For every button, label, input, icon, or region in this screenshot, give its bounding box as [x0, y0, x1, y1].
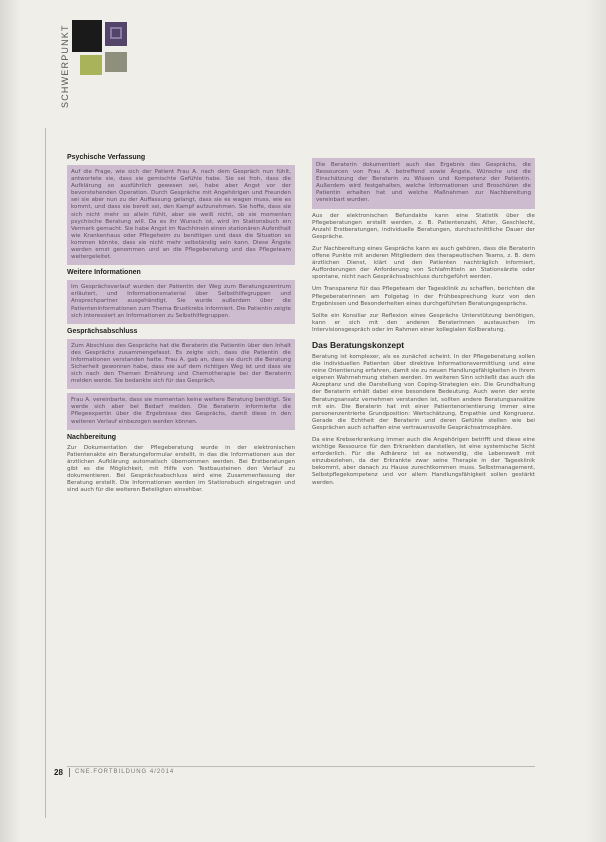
logo-olive-square	[105, 52, 127, 72]
heading-nachbereitung: Nachbereitung	[67, 433, 117, 441]
body-paragraph: Zur Nachbereitung eines Gesprächs kann es auch gehören, dass die Beraterin offene Punkte mit anderen Mitgliedern des therapeutischen Teams, z. B. dem ärztlichen Dienst, klärt und den Patienten nachträglich informiert, Aufforderungen der Anforderung von Schlafmitteln an Stationsärzte oder spontane, nicht nach Gesprächsabschluss durchgeführt werden.	[312, 245, 535, 281]
box-text: Auf die Frage, wie sich der Patient Frau A. nach dem Gespräch nun fühlt, antwortete sie, dass sie gemischte Gefühle habe. Sie sei froh, dass die Aufklärung so ausführlich gewesen sei, habe aber Angst vor der bevorstehenden Operation. Durch Gespräche mit Angehörigen und Freunden sei sie aber nun zu der Auffassung gelangt, dass sie es wagen muss, wie es kommt, und dass sie bereit sei, den Kampf aufzunehmen. Sie hoffe, dass sie sich nicht mehr so allein fühlt, aber sie weiß nicht, ob sie momentan psychische Beratung will. Da es ihr Wunsch ist, wird im Stationsbuch ein Vermerk gemacht. Sie habe Angst im Nachhinein einen stationären Aufenthalt wie Krankenhaus oder Pflegeheim zu benötigen und dass die Situation so kommen könnte, dass sie nicht mehr selbständig sein kann. Diese Ängste werden ernst genommen und an die Pflegeberatung und das Pflegeteam weitergeleitet.	[71, 169, 291, 261]
box-text: Die Beraterin dokumentiert auch das Ergebnis des Gesprächs, die Ressourcen von Frau A. betreffend sowie Ängste, Wünsche und die Einschätzung der Beraterin zu Wissen und Kompetenz der Patientin. Außerdem wird festgehalten, welche Informationen und Broschüren die Patientin erhalten hat und welche Maßnahmen zur Nachbereitung vereinbart wurden.	[316, 162, 531, 204]
heading-weitere-informationen: Weitere Informationen	[67, 269, 141, 277]
logo-square-icon	[110, 27, 122, 39]
footer-rule	[67, 766, 535, 767]
box-text: Zum Abschluss des Gesprächs hat die Beraterin die Patientin über den Inhalt des Gesprächs zusammengefasst. Es zeigte sich, dass die Patientin die Informationen verstanden hatte. Frau A. gab an, dass sie durch die Beratung Sicherheit gewonnen habe, dass sie auf dem richtigen Weg ist und dass sie sich nach den Themen Ernährung und Chemotherapie bei der Beraterin melden werde. Sie bedankte sich für das Gespräch.	[71, 342, 291, 385]
box-text: Im Gesprächsverlauf wurden der Patientin der Weg zum Beratungszentrum erläutert, und Informationsmaterial über Selbsthilfegruppen und Ansprechpartner ausgehändigt. Sie wurde außerdem über die Patienteninformationen zum Thema Brustkrebs informiert. Die Patientin zeigte sich interessiert an Informationen zu Selbsthilfegruppen.	[71, 284, 291, 319]
heading-gespraechsabschluss: Gesprächsabschluss	[67, 327, 138, 335]
box-text: Frau A. vereinbarte, dass sie momentan keine weitere Beratung benötigt. Sie werde sich aber bei Bedarf melden. Die Beraterin informierte die Pflegeexpertin über die Ergebnisse des Gesprächs, damit diese in den weiteren Verlauf einbezogen werden können.	[71, 397, 291, 425]
body-paragraph: Um Transparenz für das Pflegeteam der Tagesklinik zu schaffen, berichten die Pflegeberaterinnen am Folgetag in der Frühbesprechung kurz von den Ergebnissen und Besonderheiten eines durchgeführten Beratungsgesprächs.	[312, 286, 535, 307]
right-column	[312, 158, 535, 492]
left-column	[67, 154, 295, 499]
footer-separator	[69, 768, 70, 777]
logo-black-square	[72, 20, 102, 52]
heading-beratungskonzept: Das Beratungskonzept	[312, 339, 405, 350]
body-paragraph: Sollte ein Konsiliar zur Reflexion eines Gesprächs Unterstützung benötigen, kann er sich mit den anderen Beraterinnen austauschen im Intervisionsgespräch oder im Rahmen einer kollegialen Kollberatung.	[312, 312, 535, 333]
body-paragraph: Beratung ist komplexer, als es zunächst scheint. In der Pflegeberatung sollen die individuellen Patienten über direktive Informationsvermittlung und eine reine Orientierung erfahren, damit sie zu neuen Handlungsfähigkeiten in ihrem eigenen Wahrnehmung stehen werden. Im weiteren Sinn schließt das auch die Akzeptanz und die Darstellung von Coping-Strategien ein. Die Grundhaltung der Beraterin erhält dabei eine besondere Bedeutung. Auch wenn der erste Beratungsansatz vernehmen verstanden ist, sollten andere Beratungsansätze mit ein. Die Beraterin hat mit einer Patientenorientierung immer eine personenzentrierte Grundposition: Wertschätzung, Empathie und Kongruenz. Gerade die Echtheit der Beraterin und deren Gefühle stellen wie bei Gesprächen auch schaffen eine vertrauensvolle Gesprächsatmosphäre.	[312, 353, 535, 431]
highlight-box-psychische	[67, 165, 295, 265]
body-paragraph: Zur Dokumentation der Pflegeberatung wurde in der elektronischen Patientenakte ein Beratungsformular erstellt, in das die Informationen aus der ärztlichen Aufklärung automatisch übernommen werden. Bei Erstberatungen gibt es die Möglichkeit, mit Hilfe von Textbausteinen den Verlauf zu dokumentieren. Bei Gesprächsabschluss wird eine Zusammenfassung der Beratung erstellt. Die Informationen werden im Stationsbuch eingetragen und sind auch für die weiteren Beteiligten einsehbar.	[67, 444, 295, 494]
page-number: 28	[54, 768, 63, 777]
footer-publication: CNE.FORTBILDUNG 4/2014	[75, 769, 175, 775]
logo-green-square	[80, 55, 102, 75]
highlight-box-weitere	[67, 280, 295, 323]
heading-psychische-verfassung: Psychische Verfassung	[67, 154, 146, 161]
highlight-box-gespraechsabschluss	[67, 339, 295, 390]
highlight-box-right	[312, 158, 535, 209]
body-paragraph: Aus der elektronischen Befundakte kann eine Statistik über die Pflegeberatungen erstellt werden, z. B. Patientenzahl, Alter, Geschlecht, Anzahl Erstberatungen, individuelle Beratungen, durchschnittliche Dauer der Gespräche.	[312, 212, 535, 240]
highlight-box-gespraechsabschluss-2	[67, 393, 295, 429]
side-rule	[45, 128, 46, 818]
body-paragraph: Da eine Krebserkrankung immer auch die Angehörigen betrifft und diese eine wichtige Ressource für den Erkrankten darstellen, ist eine systemische Sicht erforderlich. Für die Adhärenz ist es notwendig, die Lebenswelt mit einzubeziehen, da der Erkrankte zwar seine Therapie in der Tagesklinik bekommt, aber danach zu Hause zurechtkommen muss. Selbstmanagement, Selbstpflegekompetenz und vor allem Handlungsfähigkeit sollen gestärkt werden.	[312, 437, 535, 486]
logo-violet-square	[105, 22, 127, 46]
section-label: SCHWERPUNKT	[60, 24, 70, 108]
